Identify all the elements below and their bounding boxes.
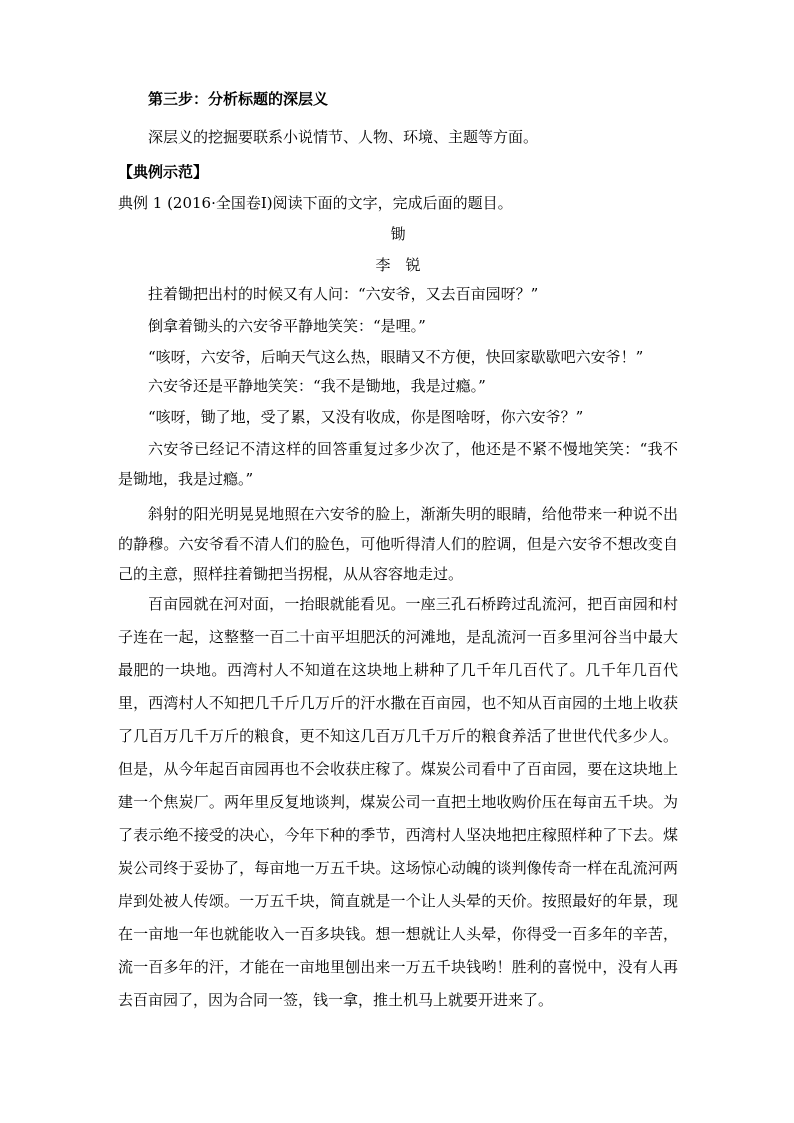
story-paragraph: 拄着锄把出村的时候又有人问：“六安爷，又去百亩园呀？” bbox=[148, 285, 539, 303]
story-paragraph: 六安爷还是平静地笑笑：“我不是锄地，我是过瘾。” bbox=[148, 377, 486, 395]
story-title: 锄 bbox=[390, 225, 406, 243]
step-heading: 第三步：分析标题的深层义 bbox=[148, 90, 329, 108]
story-paragraph: 六安爷已经记不清这样的回答重复过多少次了，他还是不紧不慢地笑笑：“我不是锄地，我是过瘾。” bbox=[118, 440, 678, 488]
example-label: 【典例示范】 bbox=[118, 163, 209, 181]
story-author: 李 锐 bbox=[375, 256, 421, 274]
story-paragraph: 斜射的阳光明晃晃地照在六安爷的脸上，渐渐失明的眼睛，给他带来一种说不出的静穆。六安爷看不清人们的脸色，可他听得清人们的腔调，但是六安爷不想改变自己的主意，照样拄着锄把当拐棍，从从容容地走过。 bbox=[118, 505, 678, 583]
example-intro: 典例 1 (2016·全国卷Ⅰ)阅读下面的文字，完成后面的题目。 bbox=[118, 194, 513, 212]
story-paragraph: “咳呀，六安爷，后晌天气这么热，眼睛又不方便，快回家歇歇吧六安爷！” bbox=[148, 348, 644, 366]
story-paragraph: 倒拿着锄头的六安爷平静地笑笑：“是哩。” bbox=[148, 317, 426, 335]
step-description: 深层义的挖掘要联系小说情节、人物、环境、主题等方面。 bbox=[148, 128, 539, 146]
story-paragraph: 百亩园就在河对面，一抬眼就能看见。一座三孔石桥跨过乱流河，把百亩园和村子连在一起，这整整一百二十亩平坦肥沃的河滩地，是乱流河一百多里河谷当中最大最肥的一块地。西湾村人不知道在这块地上耕种了几千年几百代了。几千年几百代里，西湾村人不知把几千斤几万斤的汗水撒在百亩园，也不知从百亩园的土地上收获了几百万几千万斤的粮食，更不知这几百万几千万斤的粮食养活了世世代代多少人。但是，从今年起百亩园再也不会收获庄稼了。煤炭公司看中了百亩园，要在这块地上建一个焦炭厂。两年里反复地谈判，煤炭公司一直把土地收购价压在每亩五千块。为了表示绝不接受的决心，今年下种的季节，西湾村人坚决地把庄稼照样种了下去。煤炭公司终于妥协了，每亩地一万五千块。这场惊心动魄的谈判像传奇一样在乱流河两岸到处被人传颂。一万五千块，简直就是一个让人头晕的天价。按照最好的年景，现在一亩地一年也就能收入一百多块钱。想一想就让人头晕，你得受一百多年的辛苦，流一百多年的汗，才能在一亩地里刨出来一万五千块钱哟！胜利的喜悦中，没有人再去百亩园了，因为合同一签，钱一拿，推土机马上就要开进来了。 bbox=[118, 595, 678, 1009]
story-paragraph: “咳呀，锄了地，受了累，又没有收成，你是图啥呀，你六安爷？” bbox=[148, 408, 584, 426]
